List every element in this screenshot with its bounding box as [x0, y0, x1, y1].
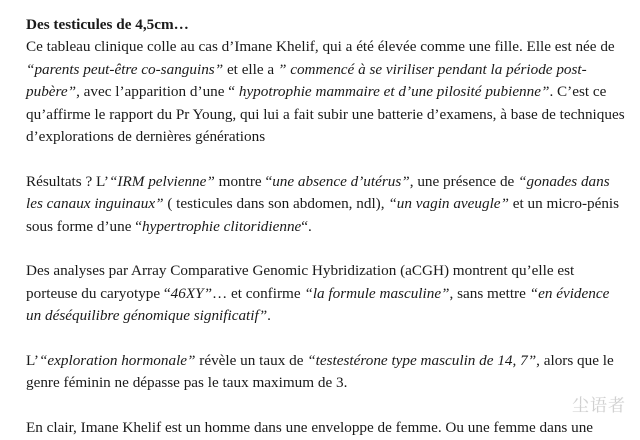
quote: 46XY”	[170, 284, 213, 302]
text-run: Résultats ? L’	[26, 172, 109, 190]
quote: “gonades dans les canaux inguinaux”	[26, 172, 610, 213]
quote: “la formule masculine”	[304, 284, 450, 302]
text-run: “.	[301, 217, 312, 235]
quote: “en évidence un déséquilibre génomique significatif”	[26, 284, 610, 325]
watermark-logo: 尘语者	[572, 396, 626, 416]
text-run: En clair, Imane Khelif est un homme dans une enveloppe de femme. Ou une femme dans une	[26, 419, 594, 437]
text-run: et un micro-pénis sous forme d’une “	[26, 195, 620, 235]
paragraph-hormonal-exploration	[26, 350, 626, 395]
text-run: et elle a	[223, 60, 278, 78]
text-run: montre “	[214, 172, 273, 190]
paragraph-clinical-case	[26, 36, 626, 148]
paragraph-acgh-analysis	[26, 260, 626, 327]
text-run: , une présence de	[409, 172, 519, 190]
text-run: . C’est ce qu’affirme le rapport du Pr Young, qui lui a fait subir une batterie d’examens, à base de techniques d’explorations de dernières générations	[26, 83, 625, 146]
quote: ” commencé à se viriliser pendant la période post-pubère”	[26, 60, 587, 101]
text-run: ( testicules dans son abdomen, ndl),	[163, 195, 389, 213]
paragraph-results	[26, 171, 626, 238]
text-run: , sans mettre	[449, 284, 530, 302]
quote: “testestérone type masculin de 14, 7”	[307, 352, 537, 370]
quote: “un vagin aveugle”	[388, 195, 509, 213]
text-run: … et confirme	[212, 284, 305, 302]
quote: hypotrophie mammaire et d’une pilosité pubienne”	[235, 83, 550, 101]
paragraph-conclusion-partial	[26, 417, 626, 439]
text-run: L’	[26, 352, 39, 370]
text-run: , avec l’apparition d’une “	[76, 83, 236, 101]
text-run: .	[267, 307, 271, 325]
section-heading: Des testicules de 4,5cm…	[26, 16, 189, 33]
text-run: révèle un taux de	[195, 352, 308, 370]
quote: “IRM pelvienne”	[108, 172, 215, 190]
quote: une absence d’utérus”	[272, 172, 410, 190]
text-run: Des analyses par Array Comparative Genomic Hybridization (aCGH) montrent qu’elle est porteuse du caryotype “	[26, 262, 575, 302]
article-body	[26, 14, 626, 440]
text-run: Ce tableau clinique colle au cas d’Imane Khelif, qui a été élevée comme une fille. Elle est née de	[26, 38, 615, 56]
quote: “parents peut-être co-sanguins”	[26, 60, 224, 78]
quote: hypertrophie clitoridienne	[141, 217, 302, 235]
text-run: , alors que le genre féminin ne dépasse pas le taux maximum de 3.	[26, 352, 614, 392]
quote: “exploration hormonale”	[38, 352, 196, 370]
